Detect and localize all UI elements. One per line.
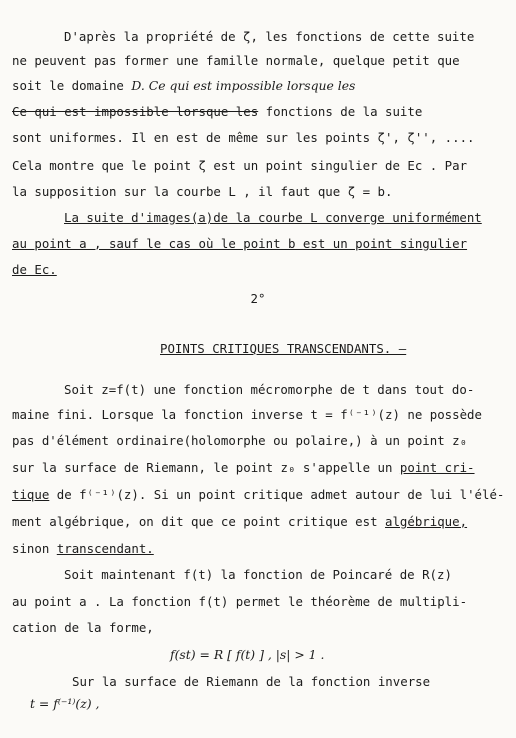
paragraph-3-line-3: pas d'élément ordinaire(holomorphe ou polaire,) à un point z₀ — [12, 433, 468, 448]
paragraph-3-line-5: tique de f⁽⁻¹⁾(z). Si un point critique admet autour de lui l'élé- — [12, 487, 505, 502]
paragraph-2-line-2: au point a , sauf le cas où le point b est un point singulier — [12, 236, 468, 251]
section-number: 2° — [250, 291, 266, 306]
paragraph-3-line-4: sur la surface de Riemann, le point z₀ s'appelle un point cri- — [12, 460, 475, 475]
paragraph-1-line-5: sont uniformes. Il en est de même sur les points ζ', ζ'', .... — [12, 130, 475, 145]
handwritten-insertion: D. Ce qui est impossible lorsque les — [131, 78, 356, 93]
formula-multiplication: f(st) = R [ f(t) ] , |s| > 1 . — [170, 647, 325, 662]
paragraph-1-line-6: Cela montre que le point ζ est un point singulier de Ec . Par — [12, 158, 468, 173]
paragraph-4-line-2: au point a . La fonction f(t) permet le théorème de multipli- — [12, 594, 468, 609]
struck-out-text: Ce qui est impossible lorsque les — [12, 104, 259, 119]
section-title: POINTS CRITIQUES TRANSCENDANTS. — — [160, 341, 407, 356]
paragraph-3-line-2: maine fini. Lorsque la fonction inverse t = f⁽⁻¹⁾(z) ne possède — [12, 407, 482, 422]
paragraph-3-line-6: ment algébrique, on dit que ce point critique est algébrique, — [12, 514, 468, 529]
term-algebrique: algébrique, — [385, 514, 468, 529]
paragraph-4-line-3: cation de la forme, — [12, 620, 154, 635]
paragraph-3-line-7: sinon transcendant. — [12, 541, 154, 556]
term-transcendant: transcendant. — [56, 541, 154, 556]
paragraph-1-line-1: D'après la propriété de ζ, les fonctions de cette suite — [64, 29, 475, 44]
paragraph-3-line-1: Soit z=f(t) une fonction mécromorphe de t dans tout do- — [64, 382, 475, 397]
paragraph-2-line-3: de Ec. — [12, 262, 57, 277]
paragraph-4-line-1: Soit maintenant f(t) la fonction de Poincaré de R(z) — [64, 567, 452, 582]
paragraph-1-line-4: Ce qui est impossible lorsque les fonctions de la suite — [12, 104, 423, 119]
paragraph-1-line-7: la supposition sur la courbe L , il faut que ζ = b. — [12, 184, 393, 199]
paragraph-5-line-1: Sur la surface de Riemann de la fonction inverse — [72, 674, 431, 689]
paragraph-2-line-1: La suite d'images(a)de la courbe L converge uniformément — [64, 210, 482, 225]
paragraph-1-line-3: soit le domaine D. Ce qui est impossible lorsque les — [12, 78, 356, 93]
formula-inverse: t = f⁽⁻¹⁾(z) , — [30, 696, 100, 711]
term-point-critique: point cri- — [399, 460, 475, 475]
paragraph-1-line-2: ne peuvent pas former une famille normale, quelque petit que — [12, 53, 460, 68]
